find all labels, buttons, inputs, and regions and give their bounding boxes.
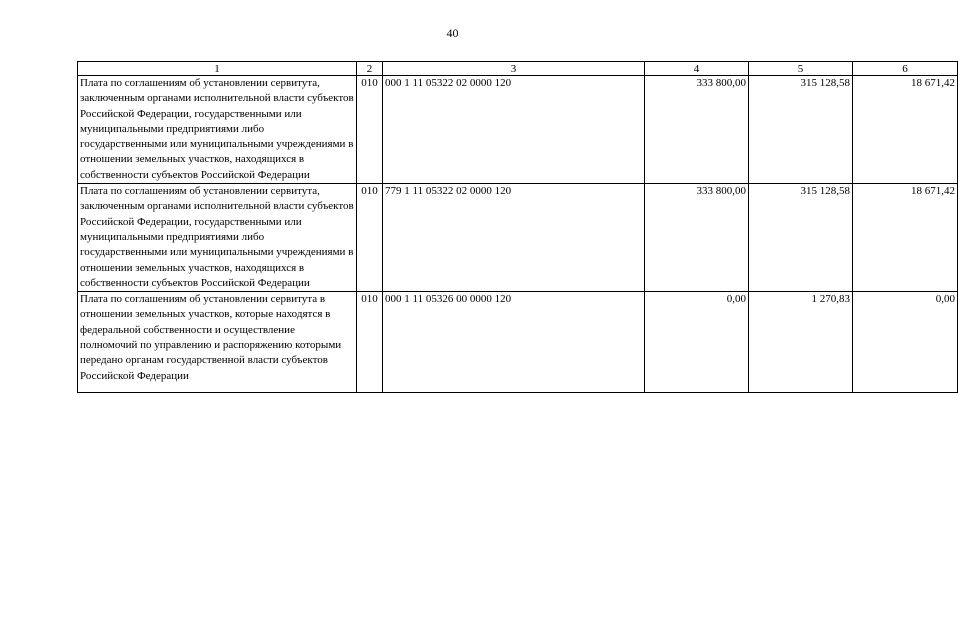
column-header-6: 6 <box>853 62 958 76</box>
table-row <box>78 184 958 292</box>
line-code-cell: 010 <box>357 76 383 184</box>
budget-classification-code-cell: 000 1 11 05326 00 0000 120 <box>383 292 645 393</box>
budget-classification-code-cell: 000 1 11 05322 02 0000 120 <box>383 76 645 184</box>
column-header-1: 1 <box>78 62 357 76</box>
executed-amount-cell: 1 270,83 <box>749 292 853 393</box>
approved-amount-cell: 333 800,00 <box>645 184 749 292</box>
unexecuted-amount-cell: 18 671,42 <box>853 184 958 292</box>
column-header-4: 4 <box>645 62 749 76</box>
executed-amount-cell: 315 128,58 <box>749 184 853 292</box>
approved-amount-cell: 333 800,00 <box>645 76 749 184</box>
column-header-3: 3 <box>383 62 645 76</box>
income-name-cell: Плата по соглашениям об установлении сервитута, заключенным органами исполнительной власти субъектов Российской Федерации, государственными или муниципальными предприятиями либо государственными или муниципальными учреждениями в отношении земельных участков, находящихся в собственности субъектов Российской Федерации <box>78 184 357 292</box>
executed-amount-cell: 315 128,58 <box>749 76 853 184</box>
unexecuted-amount-cell: 18 671,42 <box>853 76 958 184</box>
unexecuted-amount-cell: 0,00 <box>853 292 958 393</box>
approved-amount-cell: 0,00 <box>645 292 749 393</box>
income-name-cell: Плата по соглашениям об установлении сервитута, заключенным органами исполнительной власти субъектов Российской Федерации, государственными или муниципальными предприятиями либо государственными или муниципальными учреждениями в отношении земельных участков, находящихся в собственности субъектов Российской Федерации <box>78 76 357 184</box>
page-number: 40 <box>446 26 459 40</box>
report-table <box>77 61 958 393</box>
budget-classification-code-cell: 779 1 11 05322 02 0000 120 <box>383 184 645 292</box>
line-code-cell: 010 <box>357 292 383 393</box>
column-header-2: 2 <box>357 62 383 76</box>
column-header-5: 5 <box>749 62 853 76</box>
header-row <box>78 62 958 76</box>
table-row <box>78 76 958 184</box>
line-code-cell: 010 <box>357 184 383 292</box>
table-row <box>78 292 958 393</box>
income-name-cell: Плата по соглашениям об установлении сервитута в отношении земельных участков, которые находятся в федеральной собственности и осуществление полномочий по управлению и распоряжению которыми передано органам государственной власти субъектов Российской Федерации <box>78 292 357 393</box>
